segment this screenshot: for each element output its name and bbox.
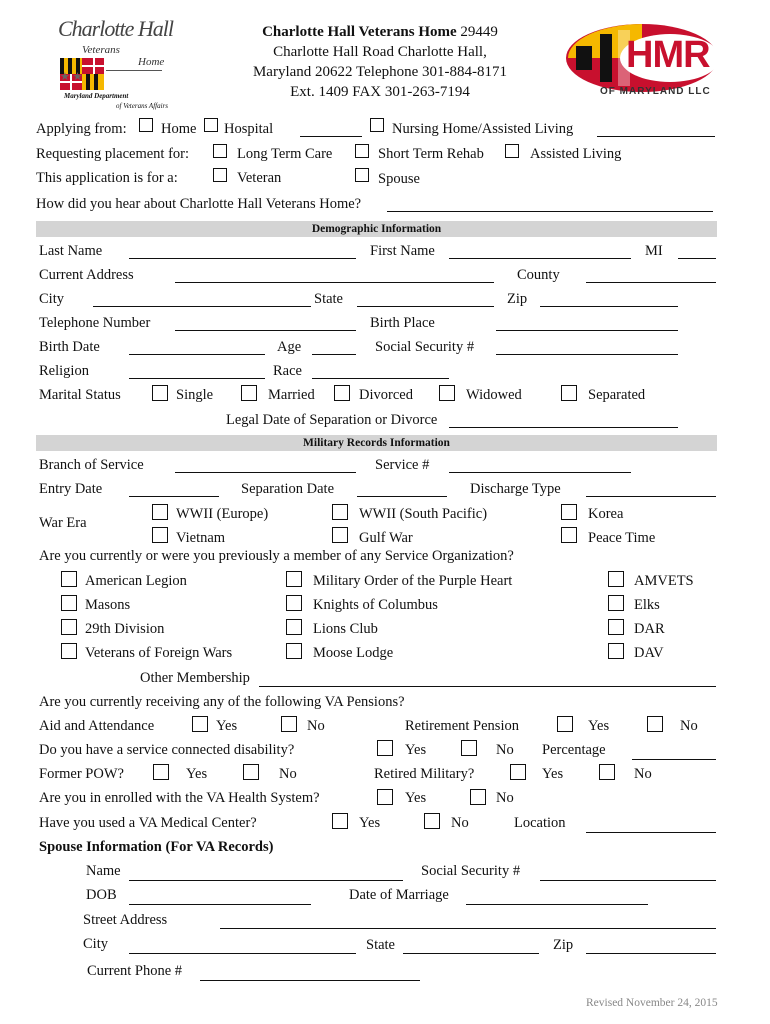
divorced-checkbox[interactable] xyxy=(334,385,350,401)
birth-date-input-line[interactable] xyxy=(129,354,265,355)
peace-time-checkbox[interactable] xyxy=(561,527,577,543)
military-section-bar: Military Records Information xyxy=(36,435,717,451)
medical-no-checkbox[interactable] xyxy=(424,813,440,829)
spouse-street-input-line[interactable] xyxy=(220,928,716,929)
war-era-label: War Era xyxy=(39,515,87,531)
aid-yes-label: Yes xyxy=(216,718,238,734)
pensions-question: Are you currently receiving any of the following VA Pensions? xyxy=(39,694,405,710)
enrolled-no-checkbox[interactable] xyxy=(470,789,486,805)
race-input-line[interactable] xyxy=(312,378,449,379)
app-for-label: This application is for a: xyxy=(36,170,178,186)
org-col1-checkbox[interactable] xyxy=(61,595,77,611)
service-number-label: Service # xyxy=(375,457,430,473)
spouse-name-label: Name xyxy=(86,863,121,879)
retired-military-question: Retired Military? xyxy=(374,766,475,782)
spouse-city-input-line[interactable] xyxy=(129,953,356,954)
spouse-dob-input-line[interactable] xyxy=(129,904,311,905)
hear-about-input-line[interactable] xyxy=(387,211,713,212)
religion-input-line[interactable] xyxy=(129,378,265,379)
age-input-line[interactable] xyxy=(312,354,356,355)
location-label: Location xyxy=(514,815,566,831)
percentage-input-line[interactable] xyxy=(632,759,716,760)
org-col3-label: Elks xyxy=(634,597,660,613)
logo-line xyxy=(106,70,162,71)
city-input-line[interactable] xyxy=(93,306,311,307)
enrolled-yes-checkbox[interactable] xyxy=(377,789,393,805)
spouse-zip-label: Zip xyxy=(553,937,574,953)
header-line-3: Maryland 20622 Telephone 301-884-8171 xyxy=(252,64,508,80)
medical-yes-label: Yes xyxy=(359,815,381,831)
medical-center-question: Have you used a VA Medical Center? xyxy=(39,815,257,831)
korea-label: Korea xyxy=(588,506,624,522)
placement-label: Requesting placement for: xyxy=(36,146,190,162)
org-col2-label: Lions Club xyxy=(313,621,378,637)
spouse-street-label: Street Address xyxy=(83,912,168,928)
branch-label: Branch of Service xyxy=(39,457,144,473)
assisted-living-checkbox[interactable] xyxy=(505,144,519,158)
wwii-pacific-label: WWII (South Pacific) xyxy=(359,506,488,522)
org-col3-checkbox[interactable] xyxy=(608,595,624,611)
retired-no-checkbox[interactable] xyxy=(599,764,615,780)
spouse-zip-input-line[interactable] xyxy=(586,953,716,954)
married-checkbox[interactable] xyxy=(241,385,257,401)
header-line-1 xyxy=(230,22,530,42)
disability-question: Do you have a service connected disability? xyxy=(39,742,295,758)
retirement-pension-label: Retirement Pension xyxy=(405,718,519,734)
spouse-phone-label: Current Phone # xyxy=(87,963,183,979)
disability-yes-checkbox[interactable] xyxy=(377,740,393,756)
mi-input-line[interactable] xyxy=(678,258,716,259)
logo-script-text: Charlotte Hall xyxy=(58,16,173,41)
pow-question: Former POW? xyxy=(39,766,124,782)
spouse-ssn-input-line[interactable] xyxy=(540,880,716,881)
divorced-label: Divorced xyxy=(359,387,413,403)
spouse-ssn-label: Social Security # xyxy=(421,863,521,879)
address-label: Current Address xyxy=(39,267,134,283)
org-col1-checkbox[interactable] xyxy=(61,571,77,587)
hospital-label: Hospital xyxy=(224,121,274,137)
legal-date-input-line[interactable] xyxy=(449,427,678,428)
disability-no-checkbox[interactable] xyxy=(461,740,477,756)
header-line-2: Charlotte Hall Road Charlotte Hall, xyxy=(273,44,487,60)
mi-label: MI xyxy=(645,243,663,259)
spouse-state-input-line[interactable] xyxy=(403,953,539,954)
ssn-label: Social Security # xyxy=(375,339,475,355)
org-col3-checkbox[interactable] xyxy=(608,571,624,587)
enrolled-yes-label: Yes xyxy=(405,790,427,806)
county-label: County xyxy=(517,267,560,283)
peace-time-label: Peace Time xyxy=(588,530,656,546)
org-col3-label: AMVETS xyxy=(634,573,694,589)
spouse-dob-label: DOB xyxy=(86,887,117,903)
org-col1-checkbox[interactable] xyxy=(61,619,77,635)
enrolled-no-label: No xyxy=(496,790,514,806)
discharge-type-input-line[interactable] xyxy=(586,496,716,497)
org-col2-checkbox[interactable] xyxy=(286,643,302,659)
retired-no-label: No xyxy=(634,766,652,782)
vietnam-checkbox[interactable] xyxy=(152,527,168,543)
pow-no-label: No xyxy=(279,766,297,782)
branch-input-line[interactable] xyxy=(175,472,356,473)
religion-label: Religion xyxy=(39,363,89,379)
wwii-europe-label: WWII (Europe) xyxy=(176,506,269,522)
first-name-label: First Name xyxy=(370,243,435,259)
org-col3-checkbox[interactable] xyxy=(608,643,624,659)
age-label: Age xyxy=(277,339,302,355)
discharge-type-label: Discharge Type xyxy=(470,481,561,497)
zip-label: Zip xyxy=(507,291,528,307)
logo-sub-home: Home xyxy=(138,56,165,68)
separated-label: Separated xyxy=(588,387,646,403)
spouse-state-label: State xyxy=(366,937,395,953)
short-term-rehab-checkbox[interactable] xyxy=(355,144,369,158)
state-label: State xyxy=(314,291,343,307)
medical-no-label: No xyxy=(451,815,469,831)
spouse-label: Spouse xyxy=(378,171,420,187)
disability-no-label: No xyxy=(496,742,514,758)
entry-date-label: Entry Date xyxy=(39,481,103,497)
header-zip: 29449 xyxy=(460,24,498,40)
long-term-care-label: Long Term Care xyxy=(237,146,333,162)
org-col1-label: 29th Division xyxy=(85,621,165,637)
service-number-input-line[interactable] xyxy=(449,472,631,473)
logo-dept-2: of Veterans Affairs xyxy=(116,102,168,110)
retirement-yes-checkbox[interactable] xyxy=(557,716,573,732)
birth-place-label: Birth Place xyxy=(370,315,435,331)
other-membership-label: Other Membership xyxy=(140,670,250,686)
birth-place-input-line[interactable] xyxy=(496,330,678,331)
retired-yes-checkbox[interactable] xyxy=(510,764,526,780)
wwii-pacific-checkbox[interactable] xyxy=(332,504,348,520)
other-membership-input-line[interactable] xyxy=(259,686,716,687)
separated-checkbox[interactable] xyxy=(561,385,577,401)
veteran-checkbox[interactable] xyxy=(213,168,227,182)
org-col3-label: DAR xyxy=(634,621,665,637)
vietnam-label: Vietnam xyxy=(176,530,226,546)
gulf-war-checkbox[interactable] xyxy=(332,527,348,543)
pow-yes-checkbox[interactable] xyxy=(153,764,169,780)
last-name-input-line[interactable] xyxy=(129,258,356,259)
retirement-no-label: No xyxy=(680,718,698,734)
state-input-line[interactable] xyxy=(357,306,494,307)
org-col1-label: Masons xyxy=(85,597,131,613)
header-address xyxy=(230,22,530,102)
disability-yes-label: Yes xyxy=(405,742,427,758)
ssn-input-line[interactable] xyxy=(496,354,678,355)
pow-yes-label: Yes xyxy=(186,766,208,782)
home-checkbox[interactable] xyxy=(139,118,153,132)
nursing-home-input-line[interactable] xyxy=(597,136,715,137)
percentage-label: Percentage xyxy=(542,742,606,758)
enrolled-question: Are you in enrolled with the VA Health System? xyxy=(39,790,320,806)
nursing-home-label: Nursing Home/Assisted Living xyxy=(392,121,574,137)
header-name: Charlotte Hall Veterans Home xyxy=(262,24,457,40)
applying-from-label: Applying from: xyxy=(36,121,127,137)
spouse-heading: Spouse Information (For VA Records) xyxy=(39,839,274,855)
aid-no-label: No xyxy=(307,718,325,734)
home-label: Home xyxy=(161,121,197,137)
location-input-line[interactable] xyxy=(586,832,716,833)
spouse-phone-input-line[interactable] xyxy=(200,980,420,981)
retirement-yes-label: Yes xyxy=(588,718,610,734)
assisted-living-label: Assisted Living xyxy=(530,146,622,162)
korea-checkbox[interactable] xyxy=(561,504,577,520)
widowed-checkbox[interactable] xyxy=(439,385,455,401)
city-label: City xyxy=(39,291,64,307)
phone-label: Telephone Number xyxy=(39,315,151,331)
entry-date-input-line[interactable] xyxy=(129,496,219,497)
org-col2-label: Knights of Columbus xyxy=(313,597,438,613)
pow-no-checkbox[interactable] xyxy=(243,764,259,780)
retirement-no-checkbox[interactable] xyxy=(647,716,663,732)
wwii-europe-checkbox[interactable] xyxy=(152,504,168,520)
logo-stars: ★ ★ xyxy=(60,71,83,83)
org-question: Are you currently or were you previously a member of any Service Organization? xyxy=(39,548,514,564)
org-col2-label: Military Order of the Purple Heart xyxy=(313,573,513,589)
aid-yes-checkbox[interactable] xyxy=(192,716,208,732)
header-line-4: Ext. 1409 FAX 301-263-7194 xyxy=(290,84,470,100)
org-col1-label: Veterans of Foreign Wars xyxy=(85,645,233,661)
marriage-date-input-line[interactable] xyxy=(466,904,648,905)
single-label: Single xyxy=(176,387,214,403)
org-col1-label: American Legion xyxy=(85,573,187,589)
logo-dept-1: Maryland Department xyxy=(64,92,129,100)
marriage-date-label: Date of Marriage xyxy=(349,887,449,903)
org-col2-label: Moose Lodge xyxy=(313,645,394,661)
hear-about-label: How did you hear about Charlotte Hall Veterans Home? xyxy=(36,196,362,212)
org-col3-checkbox[interactable] xyxy=(608,619,624,635)
hmr-letters: HMR xyxy=(626,34,710,76)
org-col3-label: DAV xyxy=(634,645,664,661)
first-name-input-line[interactable] xyxy=(449,258,631,259)
demographic-section-bar: Demographic Information xyxy=(36,221,717,237)
org-col2-checkbox[interactable] xyxy=(286,595,302,611)
logo-sub-veterans: Veterans xyxy=(82,44,120,56)
county-input-line[interactable] xyxy=(586,282,716,283)
separation-date-input-line[interactable] xyxy=(357,496,447,497)
birth-date-label: Birth Date xyxy=(39,339,100,355)
gulf-war-label: Gulf War xyxy=(359,530,413,546)
race-label: Race xyxy=(273,363,302,379)
last-name-label: Last Name xyxy=(39,243,103,259)
revision-date: Revised November 24, 2015 xyxy=(586,997,718,1009)
nursing-home-checkbox[interactable] xyxy=(370,118,384,132)
spouse-name-input-line[interactable] xyxy=(129,880,403,881)
legal-date-label: Legal Date of Separation or Divorce xyxy=(226,412,438,428)
aid-no-checkbox[interactable] xyxy=(281,716,297,732)
spouse-checkbox[interactable] xyxy=(355,168,369,182)
single-checkbox[interactable] xyxy=(152,385,168,401)
hospital-input-line[interactable] xyxy=(300,136,362,137)
hmr-logo xyxy=(562,20,722,100)
long-term-care-checkbox[interactable] xyxy=(213,144,227,158)
org-col2-checkbox[interactable] xyxy=(286,619,302,635)
phone-input-line[interactable] xyxy=(175,330,356,331)
separation-date-label: Separation Date xyxy=(241,481,335,497)
veteran-label: Veteran xyxy=(237,170,282,186)
org-col1-checkbox[interactable] xyxy=(61,643,77,659)
married-label: Married xyxy=(268,387,315,403)
charlotte-hall-logo xyxy=(54,14,173,110)
widowed-label: Widowed xyxy=(466,387,522,403)
aid-attendance-label: Aid and Attendance xyxy=(39,718,155,734)
address-input-line[interactable] xyxy=(175,282,494,283)
marital-status-label: Marital Status xyxy=(39,387,121,403)
hmr-subtitle: OF MARYLAND LLC xyxy=(600,86,711,97)
medical-yes-checkbox[interactable] xyxy=(332,813,348,829)
org-col2-checkbox[interactable] xyxy=(286,571,302,587)
retired-yes-label: Yes xyxy=(542,766,564,782)
short-term-rehab-label: Short Term Rehab xyxy=(378,146,484,162)
spouse-city-label: City xyxy=(83,936,108,952)
hospital-checkbox[interactable] xyxy=(204,118,218,132)
zip-input-line[interactable] xyxy=(540,306,678,307)
